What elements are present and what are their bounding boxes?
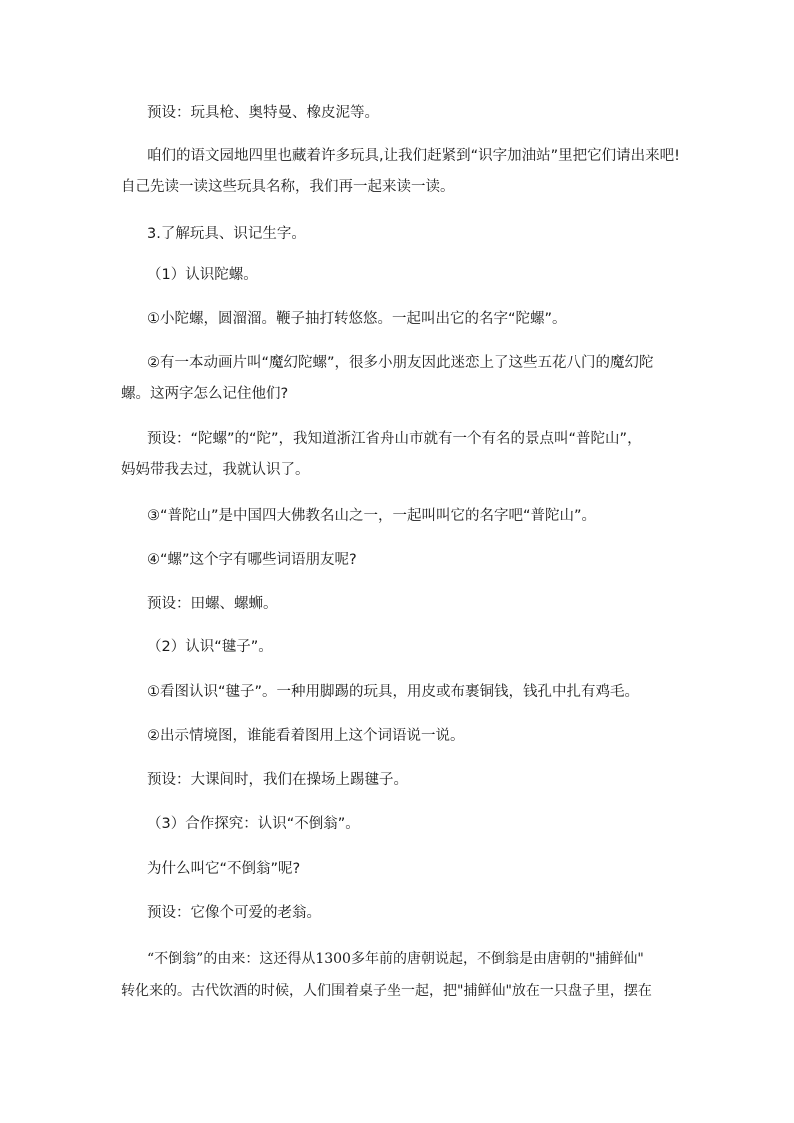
paragraph-preset-toys: 预设：玩具枪、奥特曼、橡皮泥等。 [147, 105, 379, 121]
paragraph-preset-tuo-line-2: 妈妈带我去过，我就认识了。 [121, 462, 310, 478]
paragraph-intro-line-1: 咱们的语文园地四里也藏着许多玩具,让我们赶紧到“识字加油站”里把它们请出来吧! [147, 148, 680, 164]
paragraph-preset-old-man: 预设：它像个可爱的老翁。 [147, 905, 321, 921]
paragraph-why-question: 为什么叫它“不倒翁”呢? [147, 861, 301, 877]
section-heading-3: 3.了解玩具、识记生字。 [147, 226, 306, 242]
paragraph-origin-line-1: “不倒翁”的由来：这还得从1300多年前的唐朝说起，不倒翁是由唐朝的"捕鲜仙" [147, 951, 644, 967]
paragraph-shuttlecock-1: ①看图认识“毽子”。一种用脚踢的玩具，用皮或布裹铜钱，钱孔中扎有鸡毛。 [147, 684, 640, 700]
subsection-heading-2: （2）认识“毽子”。 [147, 639, 273, 655]
paragraph-preset-snail: 预设：田螺、螺蛳。 [147, 596, 278, 612]
paragraph-item-2-line-2: 螺。这两字怎么记住他们? [121, 386, 289, 402]
paragraph-item-3: ③“普陀山”是中国四大佛教名山之一，一起叫叫它的名字吧“普陀山”。 [147, 508, 597, 524]
subsection-heading-3: （3）合作探究：认识“不倒翁”。 [147, 816, 360, 832]
paragraph-intro-line-2: 自己先读一读这些玩具名称，我们再一起来读一读。 [121, 179, 455, 195]
paragraph-preset-tuo-line-1: 预设：“陀螺”的“陀”，我知道浙江省舟山市就有一个有名的景点叫“普陀山”， [147, 431, 642, 447]
paragraph-origin-line-2: 转化来的。古代饮酒的时候，人们围着桌子坐一起，把"捕鲜仙"放在一只盘子里，摆在 [121, 983, 652, 999]
paragraph-item-1: ①小陀螺，圆溜溜。鞭子抽打转悠悠。一起叫出它的名字“陀螺”。 [147, 311, 567, 327]
paragraph-item-2-line-1: ②有一本动画片叫“魔幻陀螺”，很多小朋友因此迷恋上了这些五花八门的魔幻陀 [147, 355, 654, 371]
paragraph-preset-kick: 预设：大课间时，我们在操场上踢毽子。 [147, 772, 408, 788]
paragraph-item-4: ④“螺”这个字有哪些词语朋友呢? [147, 552, 357, 568]
subsection-heading-1: （1）认识陀螺。 [147, 267, 258, 283]
paragraph-shuttlecock-2: ②出示情境图，谁能看着图用上这个词语说一说。 [147, 728, 465, 744]
